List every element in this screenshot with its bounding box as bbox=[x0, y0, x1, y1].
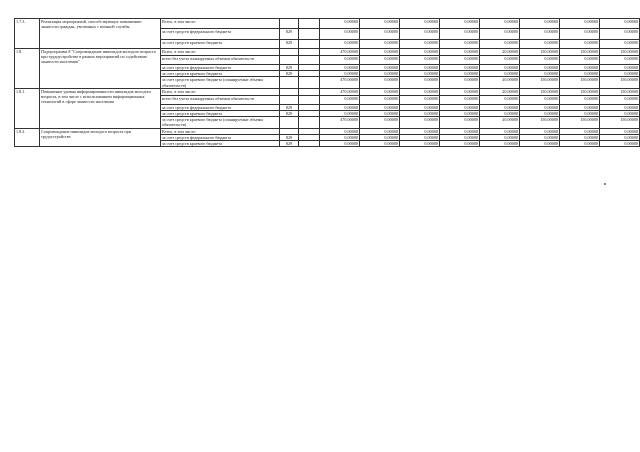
funding-source: за счет средств федерального бюджета bbox=[161, 65, 280, 71]
amount-cell: 0,00000 bbox=[480, 29, 520, 40]
amount-cell: 0,00000 bbox=[320, 141, 360, 147]
amount-cell: 470,00000 bbox=[320, 77, 360, 88]
funding-source: всего без учета планируемых объемов обязательств bbox=[161, 56, 280, 65]
amount-cell: 0,00000 bbox=[520, 19, 560, 29]
grbs-code: 829 bbox=[280, 71, 299, 77]
amount-cell: 0,00000 bbox=[560, 29, 600, 40]
amount-cell: 0,00000 bbox=[480, 71, 520, 77]
amount-cell: 0,00000 bbox=[600, 29, 640, 40]
grbs-code bbox=[280, 95, 299, 104]
amount-cell: 0,00000 bbox=[360, 104, 400, 110]
amount-cell: 20,00000 bbox=[480, 77, 520, 88]
funding-source: за счет средств краевого бюджета bbox=[161, 141, 280, 147]
amount-cell: 20,00000 bbox=[480, 88, 520, 95]
amount-cell: 20,00000 bbox=[480, 117, 520, 128]
funding-source: Всего, в том числе: bbox=[161, 88, 280, 95]
grbs-code: 829 bbox=[280, 65, 299, 71]
grbs-code: 829 bbox=[280, 29, 299, 40]
amount-cell: 0,00000 bbox=[400, 104, 440, 110]
amount-cell: 150,00000 bbox=[520, 88, 560, 95]
amount-cell: 0,00000 bbox=[360, 117, 400, 128]
amount-cell: 0,00000 bbox=[480, 19, 520, 29]
funding-source: за счет средств федерального бюджета bbox=[161, 29, 280, 40]
amount-cell: 150,00000 bbox=[600, 88, 640, 95]
amount-cell: 0,00000 bbox=[600, 128, 640, 134]
amount-cell: 0,00000 bbox=[440, 49, 480, 56]
amount-cell: 0,00000 bbox=[560, 111, 600, 117]
amount-cell: 0,00000 bbox=[440, 29, 480, 40]
amount-cell: 0,00000 bbox=[440, 40, 480, 49]
amount-cell: 0,00000 bbox=[560, 40, 600, 49]
funding-source: за счет средств краевого бюджета (планируемые объемы обязательств) bbox=[161, 117, 280, 128]
item-name: Повышение уровня информированности инвалидов молодого возраста, в том числе с использованием информационных технологий в сфере занятости населения bbox=[40, 88, 161, 128]
amount-cell: 0,00000 bbox=[440, 19, 480, 29]
amount-cell: 0,00000 bbox=[480, 111, 520, 117]
grbs-code bbox=[280, 49, 299, 56]
funding-source: Всего, в том числе: bbox=[161, 128, 280, 134]
amount-cell: 0,00000 bbox=[520, 71, 560, 77]
grbs-code: 829 bbox=[280, 111, 299, 117]
amount-cell: 0,00000 bbox=[440, 134, 480, 140]
funding-source: за счет средств краевого бюджета bbox=[161, 111, 280, 117]
amount-cell: 0,00000 bbox=[400, 141, 440, 147]
amount-cell: 0,00000 bbox=[400, 19, 440, 29]
amount-cell: 0,00000 bbox=[600, 65, 640, 71]
grbs-code: 829 bbox=[280, 141, 299, 147]
empty-cell bbox=[299, 40, 320, 49]
amount-cell: 0,00000 bbox=[360, 19, 400, 29]
amount-cell: 0,00000 bbox=[320, 104, 360, 110]
amount-cell: 0,00000 bbox=[520, 104, 560, 110]
amount-cell: 0,00000 bbox=[520, 111, 560, 117]
amount-cell: 150,00000 bbox=[560, 88, 600, 95]
item-code: 1.8.2. bbox=[15, 128, 40, 147]
amount-cell: 0,00000 bbox=[400, 56, 440, 65]
amount-cell: 0,00000 bbox=[480, 56, 520, 65]
amount-cell: 0,00000 bbox=[360, 71, 400, 77]
amount-cell: 150,00000 bbox=[600, 77, 640, 88]
scan-dot bbox=[604, 183, 606, 185]
amount-cell: 0,00000 bbox=[320, 128, 360, 134]
grbs-code bbox=[280, 56, 299, 65]
amount-cell: 470,00000 bbox=[320, 117, 360, 128]
funding-source: за счет средств федерального бюджета bbox=[161, 104, 280, 110]
item-code: 1.7.3. bbox=[15, 19, 40, 49]
grbs-code bbox=[280, 77, 299, 88]
amount-cell: 0,00000 bbox=[360, 65, 400, 71]
empty-cell bbox=[299, 19, 320, 29]
amount-cell: 0,00000 bbox=[320, 111, 360, 117]
amount-cell: 0,00000 bbox=[480, 40, 520, 49]
amount-cell: 150,00000 bbox=[520, 77, 560, 88]
amount-cell: 0,00000 bbox=[440, 141, 480, 147]
amount-cell: 0,00000 bbox=[520, 95, 560, 104]
amount-cell: 0,00000 bbox=[360, 95, 400, 104]
amount-cell: 20,00000 bbox=[480, 49, 520, 56]
amount-cell: 0,00000 bbox=[560, 65, 600, 71]
amount-cell: 0,00000 bbox=[560, 19, 600, 29]
amount-cell: 0,00000 bbox=[320, 29, 360, 40]
amount-cell: 0,00000 bbox=[480, 128, 520, 134]
amount-cell: 0,00000 bbox=[520, 56, 560, 65]
amount-cell: 0,00000 bbox=[520, 141, 560, 147]
empty-cell bbox=[299, 117, 320, 128]
amount-cell: 0,00000 bbox=[600, 19, 640, 29]
empty-cell bbox=[299, 141, 320, 147]
amount-cell: 150,00000 bbox=[520, 117, 560, 128]
funding-source: за счет средств федерального бюджета bbox=[161, 134, 280, 140]
funding-source: всего без учета планируемых объемов обязательств bbox=[161, 95, 280, 104]
amount-cell: 0,00000 bbox=[440, 104, 480, 110]
amount-cell: 0,00000 bbox=[320, 19, 360, 29]
grbs-code: 829 bbox=[280, 104, 299, 110]
empty-cell bbox=[299, 29, 320, 40]
amount-cell: 0,00000 bbox=[320, 71, 360, 77]
amount-cell: 0,00000 bbox=[440, 95, 480, 104]
amount-cell: 0,00000 bbox=[400, 111, 440, 117]
amount-cell: 0,00000 bbox=[520, 134, 560, 140]
amount-cell: 0,00000 bbox=[400, 134, 440, 140]
amount-cell: 0,00000 bbox=[400, 128, 440, 134]
amount-cell: 0,00000 bbox=[440, 71, 480, 77]
amount-cell: 0,00000 bbox=[600, 40, 640, 49]
amount-cell: 0,00000 bbox=[440, 88, 480, 95]
grbs-code: 829 bbox=[280, 134, 299, 140]
amount-cell: 0,00000 bbox=[480, 141, 520, 147]
amount-cell: 0,00000 bbox=[360, 49, 400, 56]
empty-cell bbox=[299, 77, 320, 88]
amount-cell: 0,00000 bbox=[360, 40, 400, 49]
grbs-code: 829 bbox=[280, 40, 299, 49]
budget-table-body bbox=[15, 19, 640, 147]
amount-cell: 0,00000 bbox=[440, 128, 480, 134]
grbs-code bbox=[280, 117, 299, 128]
amount-cell: 0,00000 bbox=[480, 134, 520, 140]
amount-cell: 0,00000 bbox=[480, 104, 520, 110]
item-name: Реализация мероприятий, способствующих повышению занятости граждан, уволенных с военной службы bbox=[40, 19, 161, 49]
funding-source: за счет средств краевого бюджета (планируемые объемы обязательств) bbox=[161, 77, 280, 88]
amount-cell: 150,00000 bbox=[600, 117, 640, 128]
amount-cell: 0,00000 bbox=[400, 88, 440, 95]
amount-cell: 0,00000 bbox=[400, 49, 440, 56]
amount-cell: 0,00000 bbox=[400, 65, 440, 71]
funding-source: Всего, в том числе: bbox=[161, 19, 280, 29]
amount-cell: 0,00000 bbox=[320, 65, 360, 71]
amount-cell: 470,00000 bbox=[320, 49, 360, 56]
amount-cell: 0,00000 bbox=[440, 117, 480, 128]
amount-cell: 0,00000 bbox=[600, 111, 640, 117]
amount-cell: 0,00000 bbox=[400, 40, 440, 49]
amount-cell: 0,00000 bbox=[440, 111, 480, 117]
table-row bbox=[15, 19, 640, 29]
amount-cell: 0,00000 bbox=[360, 29, 400, 40]
amount-cell: 0,00000 bbox=[520, 65, 560, 71]
amount-cell: 470,00000 bbox=[320, 88, 360, 95]
amount-cell: 0,00000 bbox=[360, 111, 400, 117]
amount-cell: 0,00000 bbox=[400, 29, 440, 40]
amount-cell: 0,00000 bbox=[560, 56, 600, 65]
amount-cell: 150,00000 bbox=[520, 49, 560, 56]
amount-cell: 150,00000 bbox=[560, 77, 600, 88]
amount-cell: 0,00000 bbox=[360, 88, 400, 95]
amount-cell: 0,00000 bbox=[600, 141, 640, 147]
amount-cell: 0,00000 bbox=[600, 134, 640, 140]
funding-source: за счет средств краевого бюджета bbox=[161, 40, 280, 49]
item-code: 1.8. bbox=[15, 49, 40, 89]
item-code: 1.8.1. bbox=[15, 88, 40, 128]
amount-cell: 0,00000 bbox=[320, 95, 360, 104]
amount-cell: 0,00000 bbox=[560, 128, 600, 134]
funding-source: за счет средств краевого бюджета bbox=[161, 71, 280, 77]
amount-cell: 0,00000 bbox=[440, 56, 480, 65]
amount-cell: 0,00000 bbox=[400, 77, 440, 88]
empty-cell bbox=[299, 56, 320, 65]
amount-cell: 0,00000 bbox=[600, 71, 640, 77]
grbs-code bbox=[280, 88, 299, 95]
amount-cell: 0,00000 bbox=[400, 71, 440, 77]
amount-cell: 0,00000 bbox=[400, 95, 440, 104]
amount-cell: 0,00000 bbox=[360, 128, 400, 134]
amount-cell: 0,00000 bbox=[600, 104, 640, 110]
amount-cell: 0,00000 bbox=[480, 95, 520, 104]
amount-cell: 150,00000 bbox=[560, 49, 600, 56]
amount-cell: 0,00000 bbox=[320, 134, 360, 140]
amount-cell: 0,00000 bbox=[360, 134, 400, 140]
empty-cell bbox=[299, 95, 320, 104]
amount-cell: 0,00000 bbox=[360, 77, 400, 88]
empty-cell bbox=[299, 88, 320, 95]
budget-table bbox=[14, 18, 640, 147]
amount-cell: 0,00000 bbox=[600, 95, 640, 104]
amount-cell: 0,00000 bbox=[360, 56, 400, 65]
amount-cell: 0,00000 bbox=[320, 56, 360, 65]
grbs-code bbox=[280, 19, 299, 29]
amount-cell: 0,00000 bbox=[520, 29, 560, 40]
amount-cell: 150,00000 bbox=[600, 49, 640, 56]
amount-cell: 0,00000 bbox=[480, 65, 520, 71]
amount-cell: 0,00000 bbox=[440, 77, 480, 88]
amount-cell: 0,00000 bbox=[400, 117, 440, 128]
amount-cell: 0,00000 bbox=[520, 40, 560, 49]
item-name: Подпрограмма 8 "Сопровождение инвалидов молодого возраста при трудоустройстве в рамках мероприятий по содействию занятости населения" bbox=[40, 49, 161, 89]
amount-cell: 0,00000 bbox=[440, 65, 480, 71]
amount-cell: 150,00000 bbox=[560, 117, 600, 128]
empty-cell bbox=[299, 49, 320, 56]
amount-cell: 0,00000 bbox=[560, 104, 600, 110]
amount-cell: 0,00000 bbox=[320, 40, 360, 49]
amount-cell: 0,00000 bbox=[560, 134, 600, 140]
amount-cell: 0,00000 bbox=[560, 95, 600, 104]
amount-cell: 0,00000 bbox=[360, 141, 400, 147]
amount-cell: 0,00000 bbox=[520, 128, 560, 134]
funding-source: Всего, в том числе: bbox=[161, 49, 280, 56]
table-row bbox=[15, 49, 640, 56]
table-row bbox=[15, 88, 640, 95]
amount-cell: 0,00000 bbox=[600, 56, 640, 65]
amount-cell: 0,00000 bbox=[560, 141, 600, 147]
budget-sheet bbox=[14, 18, 638, 147]
amount-cell: 0,00000 bbox=[560, 71, 600, 77]
item-name: Сопровождение инвалидов молодого возраста при трудоустройстве bbox=[40, 128, 161, 147]
